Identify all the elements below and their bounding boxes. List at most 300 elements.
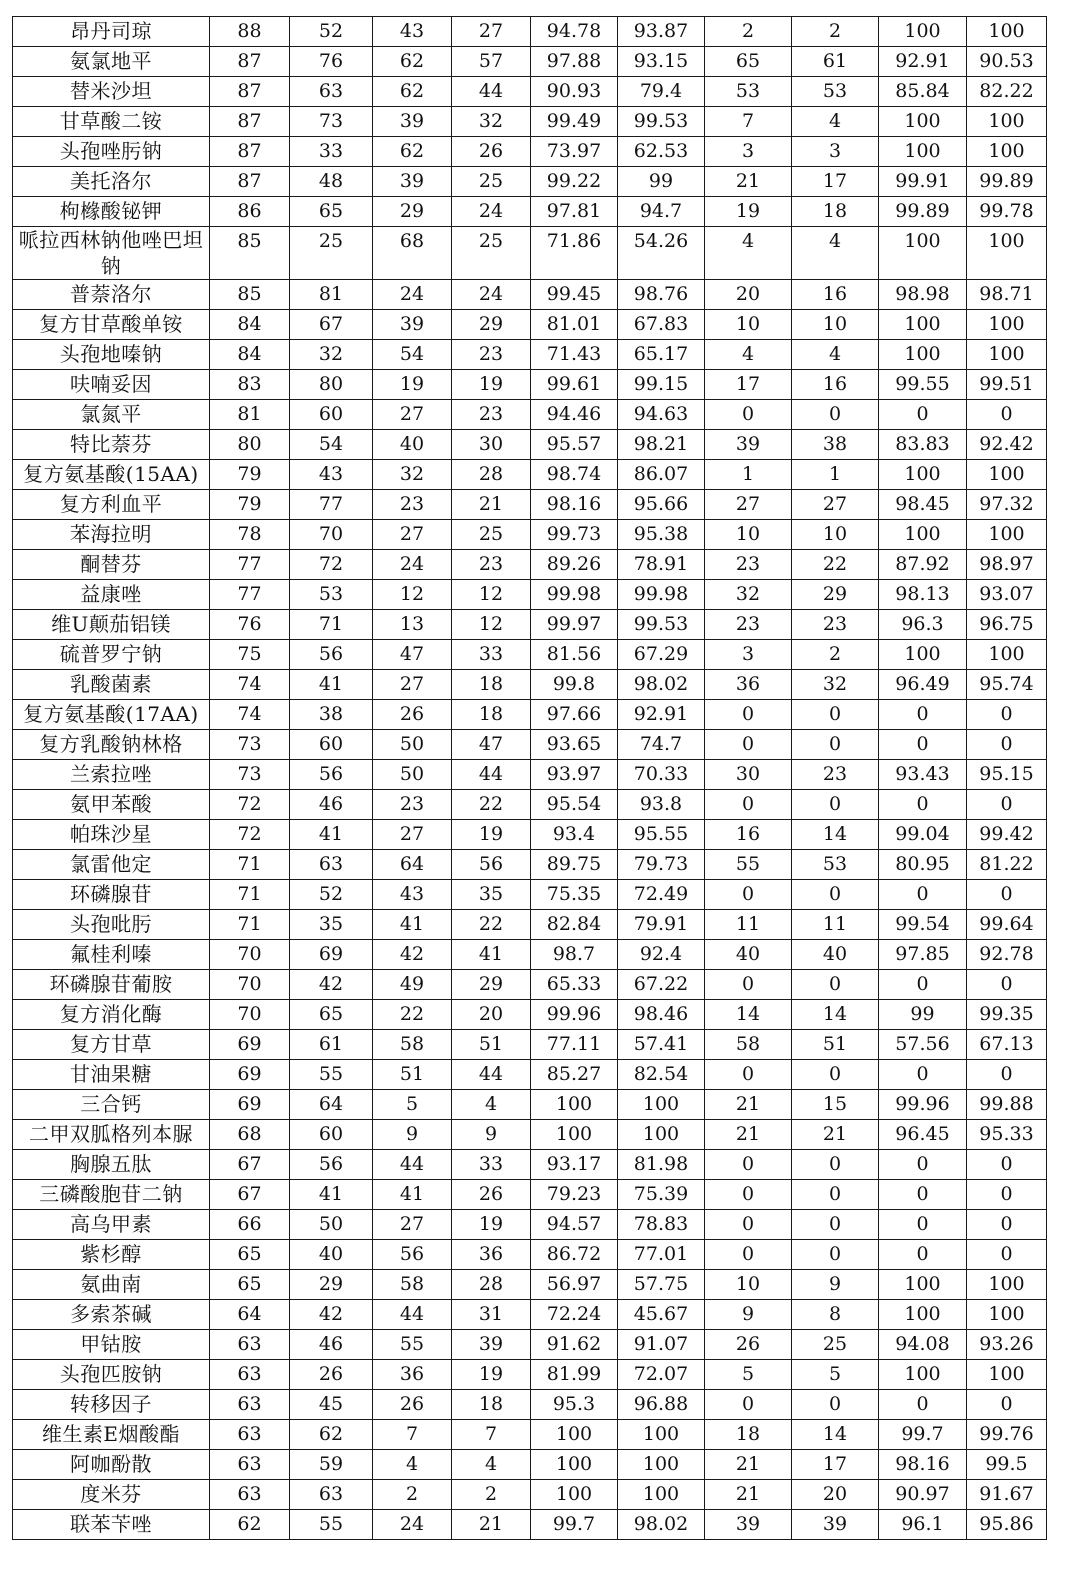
value-cell: 88: [210, 17, 290, 47]
value-cell: 99.89: [967, 167, 1047, 197]
value-cell: 27: [373, 670, 452, 700]
value-cell: 56: [290, 760, 373, 790]
drug-name-cell: 甲钴胺: [13, 1330, 210, 1360]
value-cell: 99.89: [879, 197, 967, 227]
drug-name-cell: 复方甘草: [13, 1030, 210, 1060]
value-cell: 5: [705, 1360, 792, 1390]
value-cell: 36: [705, 670, 792, 700]
value-cell: 18: [452, 670, 531, 700]
value-cell: 67.29: [618, 640, 705, 670]
table-row: [13, 700, 1047, 730]
value-cell: 100: [879, 1300, 967, 1330]
value-cell: 98.98: [879, 280, 967, 310]
value-cell: 65.33: [531, 970, 618, 1000]
value-cell: 32: [705, 580, 792, 610]
value-cell: 79.23: [531, 1180, 618, 1210]
value-cell: 63: [210, 1390, 290, 1420]
value-cell: 27: [373, 820, 452, 850]
value-cell: 100: [967, 137, 1047, 167]
value-cell: 99.49: [531, 107, 618, 137]
value-cell: 92.91: [879, 47, 967, 77]
drug-name-cell: 复方消化酶: [13, 1000, 210, 1030]
value-cell: 3: [705, 137, 792, 167]
value-cell: 100: [879, 17, 967, 47]
value-cell: 97.66: [531, 700, 618, 730]
value-cell: 51: [373, 1060, 452, 1090]
value-cell: 90.97: [879, 1480, 967, 1510]
value-cell: 99.04: [879, 820, 967, 850]
value-cell: 56.97: [531, 1270, 618, 1300]
value-cell: 91.67: [967, 1480, 1047, 1510]
value-cell: 42: [373, 940, 452, 970]
value-cell: 96.49: [879, 670, 967, 700]
drug-name-cell: 环磷腺苷葡胺: [13, 970, 210, 1000]
value-cell: 100: [879, 640, 967, 670]
value-cell: 55: [373, 1330, 452, 1360]
value-cell: 78.91: [618, 550, 705, 580]
value-cell: 99.15: [618, 370, 705, 400]
value-cell: 21: [452, 1510, 531, 1540]
value-cell: 79.4: [618, 77, 705, 107]
value-cell: 19: [452, 370, 531, 400]
value-cell: 66: [210, 1210, 290, 1240]
value-cell: 95.54: [531, 790, 618, 820]
value-cell: 35: [452, 880, 531, 910]
value-cell: 0: [705, 880, 792, 910]
table-row: [13, 1150, 1047, 1180]
value-cell: 0: [879, 880, 967, 910]
value-cell: 57.75: [618, 1270, 705, 1300]
value-cell: 95.86: [967, 1510, 1047, 1540]
table-row: [13, 227, 1047, 280]
value-cell: 23: [452, 340, 531, 370]
value-cell: 23: [705, 550, 792, 580]
value-cell: 0: [967, 730, 1047, 760]
value-cell: 96.88: [618, 1390, 705, 1420]
drug-name-cell: 复方氨基酸(17AA): [13, 700, 210, 730]
value-cell: 81: [290, 280, 373, 310]
value-cell: 0: [879, 1180, 967, 1210]
value-cell: 99.97: [531, 610, 618, 640]
value-cell: 4: [792, 107, 879, 137]
value-cell: 71: [210, 880, 290, 910]
value-cell: 27: [373, 400, 452, 430]
table-row: [13, 1510, 1047, 1540]
value-cell: 93.43: [879, 760, 967, 790]
value-cell: 42: [290, 1300, 373, 1330]
value-cell: 0: [967, 1060, 1047, 1090]
value-cell: 2: [452, 1480, 531, 1510]
value-cell: 62: [373, 77, 452, 107]
value-cell: 99.53: [618, 610, 705, 640]
value-cell: 68: [210, 1120, 290, 1150]
value-cell: 32: [452, 107, 531, 137]
value-cell: 54.26: [618, 227, 705, 280]
value-cell: 87: [210, 137, 290, 167]
value-cell: 0: [705, 730, 792, 760]
value-cell: 35: [290, 910, 373, 940]
value-cell: 62: [290, 1420, 373, 1450]
table-row: [13, 820, 1047, 850]
table-row: [13, 1030, 1047, 1060]
table-row: [13, 1240, 1047, 1270]
value-cell: 63: [210, 1420, 290, 1450]
value-cell: 94.63: [618, 400, 705, 430]
table-row: [13, 1180, 1047, 1210]
value-cell: 71: [290, 610, 373, 640]
drug-name-cell: 环磷腺苷: [13, 880, 210, 910]
value-cell: 0: [879, 970, 967, 1000]
value-cell: 27: [452, 17, 531, 47]
value-cell: 23: [373, 490, 452, 520]
value-cell: 0: [705, 700, 792, 730]
value-cell: 79.73: [618, 850, 705, 880]
value-cell: 0: [879, 1240, 967, 1270]
table-row: [13, 137, 1047, 167]
value-cell: 0: [879, 1390, 967, 1420]
drug-name-cell: 维生素E烟酸酯: [13, 1420, 210, 1450]
value-cell: 63: [210, 1480, 290, 1510]
table-row: [13, 1450, 1047, 1480]
value-cell: 30: [705, 760, 792, 790]
value-cell: 19: [452, 1210, 531, 1240]
drug-name-cell: 帕珠沙星: [13, 820, 210, 850]
value-cell: 100: [879, 107, 967, 137]
value-cell: 85.27: [531, 1060, 618, 1090]
value-cell: 96.1: [879, 1510, 967, 1540]
value-cell: 9: [792, 1270, 879, 1300]
value-cell: 60: [290, 400, 373, 430]
value-cell: 65.17: [618, 340, 705, 370]
value-cell: 93.97: [531, 760, 618, 790]
value-cell: 24: [373, 280, 452, 310]
drug-name-cell: 度米芬: [13, 1480, 210, 1510]
value-cell: 86.72: [531, 1240, 618, 1270]
value-cell: 80: [290, 370, 373, 400]
value-cell: 9: [705, 1300, 792, 1330]
drug-name-cell: 枸橼酸铋钾: [13, 197, 210, 227]
drug-name-cell: 维U颠茄铝镁: [13, 610, 210, 640]
value-cell: 23: [792, 760, 879, 790]
value-cell: 50: [373, 760, 452, 790]
value-cell: 24: [452, 280, 531, 310]
value-cell: 0: [967, 880, 1047, 910]
value-cell: 19: [452, 820, 531, 850]
table-row: [13, 1000, 1047, 1030]
value-cell: 7: [452, 1420, 531, 1450]
value-cell: 99.96: [879, 1090, 967, 1120]
value-cell: 22: [452, 910, 531, 940]
value-cell: 94.46: [531, 400, 618, 430]
value-cell: 0: [879, 700, 967, 730]
value-cell: 10: [705, 1270, 792, 1300]
value-cell: 87.92: [879, 550, 967, 580]
value-cell: 94.78: [531, 17, 618, 47]
value-cell: 44: [373, 1300, 452, 1330]
value-cell: 0: [792, 400, 879, 430]
value-cell: 100: [967, 640, 1047, 670]
value-cell: 56: [373, 1240, 452, 1270]
value-cell: 81.99: [531, 1360, 618, 1390]
table-row: [13, 850, 1047, 880]
value-cell: 28: [452, 1270, 531, 1300]
value-cell: 96.45: [879, 1120, 967, 1150]
value-cell: 55: [705, 850, 792, 880]
value-cell: 72.49: [618, 880, 705, 910]
value-cell: 18: [792, 197, 879, 227]
value-cell: 17: [792, 167, 879, 197]
value-cell: 19: [373, 370, 452, 400]
value-cell: 95.15: [967, 760, 1047, 790]
value-cell: 18: [452, 700, 531, 730]
value-cell: 100: [879, 460, 967, 490]
value-cell: 43: [373, 880, 452, 910]
value-cell: 27: [792, 490, 879, 520]
value-cell: 90.53: [967, 47, 1047, 77]
value-cell: 75: [210, 640, 290, 670]
value-cell: 99.88: [967, 1090, 1047, 1120]
value-cell: 7: [705, 107, 792, 137]
value-cell: 55: [290, 1060, 373, 1090]
value-cell: 73: [210, 730, 290, 760]
value-cell: 99.7: [531, 1510, 618, 1540]
value-cell: 54: [373, 340, 452, 370]
value-cell: 3: [792, 137, 879, 167]
drug-name-cell: 高乌甲素: [13, 1210, 210, 1240]
value-cell: 65: [210, 1270, 290, 1300]
value-cell: 9: [452, 1120, 531, 1150]
value-cell: 95.38: [618, 520, 705, 550]
table-row: [13, 17, 1047, 47]
value-cell: 21: [705, 1090, 792, 1120]
drug-name-cell: 转移因子: [13, 1390, 210, 1420]
value-cell: 4: [452, 1090, 531, 1120]
value-cell: 64: [210, 1300, 290, 1330]
value-cell: 99.54: [879, 910, 967, 940]
value-cell: 21: [705, 1450, 792, 1480]
value-cell: 77: [210, 580, 290, 610]
value-cell: 78.83: [618, 1210, 705, 1240]
table-row: [13, 1210, 1047, 1240]
value-cell: 0: [967, 1180, 1047, 1210]
value-cell: 93.4: [531, 820, 618, 850]
value-cell: 65: [210, 1240, 290, 1270]
table-row: [13, 280, 1047, 310]
value-cell: 76: [210, 610, 290, 640]
value-cell: 92.78: [967, 940, 1047, 970]
value-cell: 77.01: [618, 1240, 705, 1270]
drug-name-cell: 紫杉醇: [13, 1240, 210, 1270]
value-cell: 25: [792, 1330, 879, 1360]
table-row: [13, 1270, 1047, 1300]
value-cell: 100: [967, 520, 1047, 550]
value-cell: 99.22: [531, 167, 618, 197]
table-row: [13, 460, 1047, 490]
drug-name-cell: 复方氨基酸(15AA): [13, 460, 210, 490]
value-cell: 92.91: [618, 700, 705, 730]
table-row: [13, 77, 1047, 107]
value-cell: 0: [879, 1210, 967, 1240]
table-row: [13, 310, 1047, 340]
value-cell: 0: [705, 1390, 792, 1420]
value-cell: 100: [618, 1420, 705, 1450]
drug-name-cell: 硫普罗宁钠: [13, 640, 210, 670]
value-cell: 18: [705, 1420, 792, 1450]
value-cell: 51: [792, 1030, 879, 1060]
value-cell: 10: [705, 310, 792, 340]
value-cell: 95.74: [967, 670, 1047, 700]
value-cell: 53: [290, 580, 373, 610]
table-row: [13, 640, 1047, 670]
value-cell: 81.01: [531, 310, 618, 340]
value-cell: 44: [452, 77, 531, 107]
drug-name-cell: 特比萘芬: [13, 430, 210, 460]
value-cell: 96.75: [967, 610, 1047, 640]
value-cell: 0: [967, 400, 1047, 430]
value-cell: 0: [879, 1150, 967, 1180]
value-cell: 72: [210, 790, 290, 820]
value-cell: 98.76: [618, 280, 705, 310]
value-cell: 97.88: [531, 47, 618, 77]
value-cell: 77: [290, 490, 373, 520]
value-cell: 100: [967, 1300, 1047, 1330]
value-cell: 80.95: [879, 850, 967, 880]
value-cell: 25: [452, 520, 531, 550]
drug-data-table: [12, 16, 1047, 1540]
value-cell: 98.46: [618, 1000, 705, 1030]
value-cell: 22: [373, 1000, 452, 1030]
value-cell: 99.5: [967, 1450, 1047, 1480]
value-cell: 43: [373, 17, 452, 47]
value-cell: 74: [210, 670, 290, 700]
value-cell: 100: [879, 520, 967, 550]
value-cell: 99.53: [618, 107, 705, 137]
drug-name-cell: 兰索拉唑: [13, 760, 210, 790]
value-cell: 39: [373, 107, 452, 137]
value-cell: 28: [452, 460, 531, 490]
drug-name-cell: 乳酸菌素: [13, 670, 210, 700]
drug-name-cell: 三磷酸胞苷二钠: [13, 1180, 210, 1210]
value-cell: 93.65: [531, 730, 618, 760]
value-cell: 85: [210, 280, 290, 310]
value-cell: 0: [879, 400, 967, 430]
table-row: [13, 970, 1047, 1000]
value-cell: 63: [290, 850, 373, 880]
table-row: [13, 47, 1047, 77]
value-cell: 65: [290, 197, 373, 227]
value-cell: 64: [373, 850, 452, 880]
value-cell: 69: [290, 940, 373, 970]
value-cell: 63: [210, 1450, 290, 1480]
drug-name-cell: 普萘洛尔: [13, 280, 210, 310]
value-cell: 98.21: [618, 430, 705, 460]
drug-name-cell: 复方利血平: [13, 490, 210, 520]
value-cell: 69: [210, 1060, 290, 1090]
value-cell: 67.22: [618, 970, 705, 1000]
value-cell: 58: [705, 1030, 792, 1060]
value-cell: 54: [290, 430, 373, 460]
value-cell: 2: [792, 17, 879, 47]
value-cell: 1: [792, 460, 879, 490]
value-cell: 99.76: [967, 1420, 1047, 1450]
value-cell: 32: [792, 670, 879, 700]
value-cell: 47: [452, 730, 531, 760]
value-cell: 33: [452, 1150, 531, 1180]
table-row: [13, 610, 1047, 640]
value-cell: 69: [210, 1090, 290, 1120]
value-cell: 53: [792, 77, 879, 107]
value-cell: 21: [705, 1480, 792, 1510]
value-cell: 2: [792, 640, 879, 670]
value-cell: 58: [373, 1270, 452, 1300]
drug-name-cell: 多索茶碱: [13, 1300, 210, 1330]
table-row: [13, 1060, 1047, 1090]
value-cell: 52: [290, 17, 373, 47]
value-cell: 99.42: [967, 820, 1047, 850]
value-cell: 99.98: [618, 580, 705, 610]
value-cell: 24: [373, 1510, 452, 1540]
drug-name-cell: 复方甘草酸单铵: [13, 310, 210, 340]
value-cell: 98.02: [618, 1510, 705, 1540]
value-cell: 95.3: [531, 1390, 618, 1420]
value-cell: 93.17: [531, 1150, 618, 1180]
drug-name-cell: 氯雷他定: [13, 850, 210, 880]
value-cell: 44: [452, 760, 531, 790]
value-cell: 92.4: [618, 940, 705, 970]
value-cell: 74.7: [618, 730, 705, 760]
value-cell: 51: [452, 1030, 531, 1060]
drug-name-cell: 呋喃妥因: [13, 370, 210, 400]
value-cell: 98.97: [967, 550, 1047, 580]
table-row: [13, 370, 1047, 400]
value-cell: 92.42: [967, 430, 1047, 460]
value-cell: 25: [452, 167, 531, 197]
value-cell: 89.26: [531, 550, 618, 580]
value-cell: 41: [373, 1180, 452, 1210]
value-cell: 94.57: [531, 1210, 618, 1240]
value-cell: 0: [705, 970, 792, 1000]
table-row: [13, 430, 1047, 460]
value-cell: 48: [290, 167, 373, 197]
value-cell: 17: [705, 370, 792, 400]
value-cell: 29: [452, 310, 531, 340]
value-cell: 60: [290, 730, 373, 760]
value-cell: 39: [373, 167, 452, 197]
value-cell: 87: [210, 77, 290, 107]
drug-name-cell: 二甲双胍格列本脲: [13, 1120, 210, 1150]
value-cell: 85.84: [879, 77, 967, 107]
value-cell: 73.97: [531, 137, 618, 167]
value-cell: 16: [792, 280, 879, 310]
value-cell: 93.87: [618, 17, 705, 47]
value-cell: 0: [792, 1390, 879, 1420]
table-row: [13, 940, 1047, 970]
table-row: [13, 580, 1047, 610]
value-cell: 0: [879, 730, 967, 760]
value-cell: 65: [705, 47, 792, 77]
value-cell: 45: [290, 1390, 373, 1420]
value-cell: 63: [290, 77, 373, 107]
value-cell: 100: [618, 1450, 705, 1480]
value-cell: 2: [373, 1480, 452, 1510]
value-cell: 58: [373, 1030, 452, 1060]
value-cell: 41: [290, 820, 373, 850]
table-row: [13, 790, 1047, 820]
value-cell: 61: [290, 1030, 373, 1060]
value-cell: 65: [290, 1000, 373, 1030]
value-cell: 20: [705, 280, 792, 310]
table-row: [13, 880, 1047, 910]
